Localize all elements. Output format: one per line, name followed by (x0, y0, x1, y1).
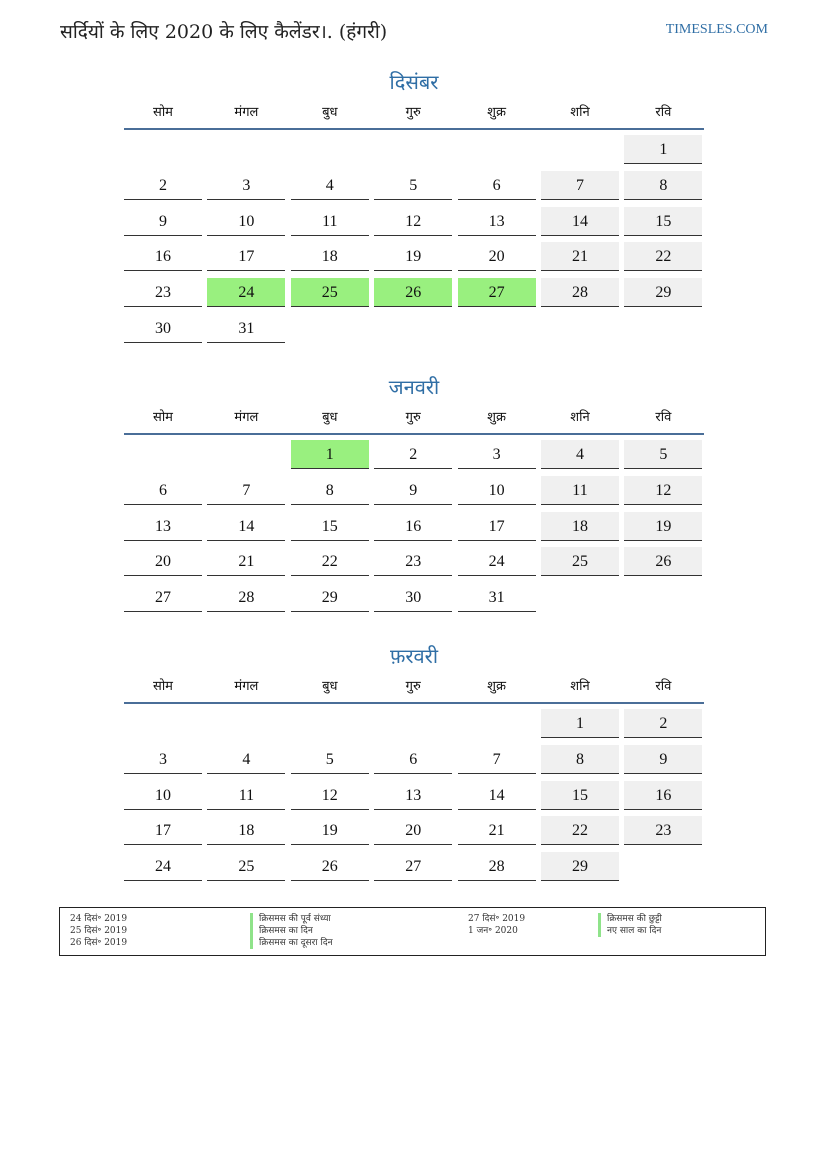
day-cell: 8 (624, 171, 702, 200)
day-cell: 16 (374, 512, 452, 541)
day-cell: 17 (458, 512, 536, 541)
day-cell: 6 (124, 476, 202, 505)
day-cell: 23 (624, 816, 702, 845)
day-cell: 15 (624, 207, 702, 236)
day-cell: 2 (374, 440, 452, 469)
weekday-header (124, 670, 704, 704)
day-cell: 20 (458, 242, 536, 271)
day-cell: 29 (291, 583, 369, 612)
day-cell: 1 (624, 135, 702, 164)
legend-holiday-name: क्रिसमस की पूर्व संध्या (250, 913, 331, 925)
day-cell: 3 (458, 440, 536, 469)
day-cell: 30 (374, 583, 452, 612)
legend-date: 24 दिसं॰ 2019 (70, 914, 128, 924)
day-cell: 26 (291, 852, 369, 881)
day-cell: 14 (458, 781, 536, 810)
day-cell: 11 (541, 476, 619, 505)
month-title: दिसंबर (389, 70, 439, 94)
day-cell: 28 (541, 278, 619, 307)
weekday-header (124, 96, 704, 130)
day-cell: 26 (624, 547, 702, 576)
weekday-header (124, 401, 704, 435)
weekday-label: मंगल (234, 105, 259, 120)
day-cell: 2 (624, 709, 702, 738)
day-cell: 7 (207, 476, 285, 505)
day-cell: 24 (458, 547, 536, 576)
legend-date: 27 दिसं॰ 2019 (468, 914, 526, 924)
day-cell: 18 (207, 816, 285, 845)
day-cell: 27 (124, 583, 202, 612)
weekday-label: गुरु (405, 679, 421, 694)
day-cell: 15 (541, 781, 619, 810)
day-cell: 19 (624, 512, 702, 541)
weekday-label: सोम (153, 410, 173, 425)
day-cell: 22 (291, 547, 369, 576)
day-cell: 3 (207, 171, 285, 200)
day-cell: 10 (458, 476, 536, 505)
day-cell: 13 (124, 512, 202, 541)
day-cell: 18 (291, 242, 369, 271)
day-cell: 27 (374, 852, 452, 881)
day-cell: 4 (291, 171, 369, 200)
day-cell: 31 (458, 583, 536, 612)
day-cell: 7 (458, 745, 536, 774)
weekday-label: शनि (570, 410, 590, 425)
holiday-legend (59, 907, 766, 956)
day-cell: 29 (624, 278, 702, 307)
day-cell: 14 (541, 207, 619, 236)
day-cell: 16 (124, 242, 202, 271)
day-cell: 28 (207, 583, 285, 612)
day-cell: 19 (291, 816, 369, 845)
day-cell: 30 (124, 314, 202, 343)
legend-holiday-name: क्रिसमस का दिन (250, 925, 313, 937)
day-cell: 5 (374, 171, 452, 200)
day-cell: 3 (124, 745, 202, 774)
day-cell: 24 (124, 852, 202, 881)
weekday-label: शनि (570, 679, 590, 694)
month-title: जनवरी (388, 375, 440, 399)
holiday-day-cell: 1 (291, 440, 369, 469)
weekday-label: शुक्र (487, 679, 506, 694)
legend-holiday-name: नए साल का दिन (598, 925, 661, 937)
weekday-label: शुक्र (487, 105, 506, 120)
holiday-day-cell: 26 (374, 278, 452, 307)
day-cell: 5 (291, 745, 369, 774)
day-cell: 10 (124, 781, 202, 810)
holiday-day-cell: 25 (291, 278, 369, 307)
weekday-label: मंगल (234, 679, 259, 694)
day-cell: 20 (124, 547, 202, 576)
day-cell: 8 (291, 476, 369, 505)
day-cell: 31 (207, 314, 285, 343)
weekday-label: गुरु (405, 105, 421, 120)
day-cell: 28 (458, 852, 536, 881)
day-cell: 17 (124, 816, 202, 845)
day-cell: 12 (291, 781, 369, 810)
day-cell: 2 (124, 171, 202, 200)
day-cell: 13 (458, 207, 536, 236)
day-cell: 21 (458, 816, 536, 845)
day-cell: 20 (374, 816, 452, 845)
day-cell: 5 (624, 440, 702, 469)
day-cell: 11 (291, 207, 369, 236)
day-cell: 11 (207, 781, 285, 810)
day-cell: 9 (374, 476, 452, 505)
weekday-label: सोम (153, 105, 173, 120)
day-cell: 25 (541, 547, 619, 576)
day-cell: 4 (207, 745, 285, 774)
day-cell: 25 (207, 852, 285, 881)
page-title: सर्दियों के लिए 2020 के लिए कैलेंडर।. (हंगरी) (60, 21, 388, 43)
day-cell: 6 (374, 745, 452, 774)
month-january (124, 373, 704, 607)
month-december (124, 68, 704, 337)
day-cell: 1 (541, 709, 619, 738)
weekday-label: रवि (655, 679, 672, 694)
weekday-label: मंगल (234, 410, 259, 425)
day-cell: 29 (541, 852, 619, 881)
weekday-label: बुध (322, 410, 338, 425)
day-cell: 4 (541, 440, 619, 469)
day-cell: 12 (374, 207, 452, 236)
day-cell: 13 (374, 781, 452, 810)
holiday-day-cell: 24 (207, 278, 285, 307)
day-cell: 21 (207, 547, 285, 576)
day-cell: 9 (624, 745, 702, 774)
day-cell: 22 (541, 816, 619, 845)
day-cell: 14 (207, 512, 285, 541)
weekday-label: बुध (322, 679, 338, 694)
weekday-label: गुरु (405, 410, 421, 425)
site-link[interactable]: TIMESLES.COM (665, 22, 768, 37)
legend-holiday-name: क्रिसमस का दूसरा दिन (250, 937, 333, 949)
weekday-label: सोम (153, 679, 173, 694)
day-cell: 10 (207, 207, 285, 236)
day-cell: 9 (124, 207, 202, 236)
legend-date: 26 दिसं॰ 2019 (70, 938, 128, 948)
weekday-label: रवि (655, 410, 672, 425)
day-cell: 6 (458, 171, 536, 200)
day-cell: 17 (207, 242, 285, 271)
day-cell: 22 (624, 242, 702, 271)
month-title: फ़रवरी (389, 644, 439, 668)
weekday-label: बुध (322, 105, 338, 120)
day-cell: 16 (624, 781, 702, 810)
legend-holiday-name: क्रिसमस की छुट्टी (598, 913, 662, 925)
legend-date: 1 जन॰ 2020 (468, 926, 518, 936)
weekday-label: शनि (570, 105, 590, 120)
day-cell: 15 (291, 512, 369, 541)
weekday-label: शुक्र (487, 410, 506, 425)
day-cell: 12 (624, 476, 702, 505)
weekday-label: रवि (655, 105, 672, 120)
day-cell: 18 (541, 512, 619, 541)
day-cell: 23 (124, 278, 202, 307)
holiday-day-cell: 27 (458, 278, 536, 307)
month-february (124, 642, 704, 876)
day-cell: 8 (541, 745, 619, 774)
day-cell: 7 (541, 171, 619, 200)
day-cell: 21 (541, 242, 619, 271)
day-cell: 19 (374, 242, 452, 271)
legend-date: 25 दिसं॰ 2019 (70, 926, 128, 936)
day-cell: 23 (374, 547, 452, 576)
